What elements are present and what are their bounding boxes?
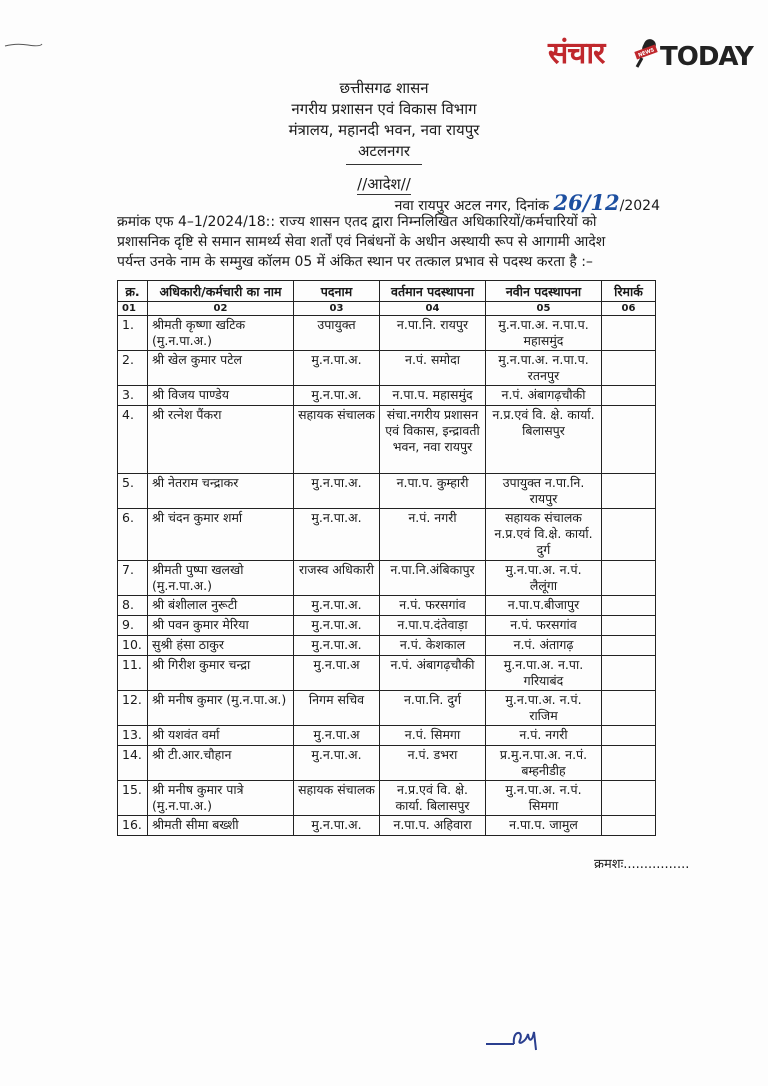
document-header — [0, 78, 768, 165]
table-row — [118, 316, 656, 351]
cell-sn: 16. — [118, 816, 148, 836]
cell-current-posting: न.पा.प. कुम्हारी — [380, 474, 486, 509]
cell-sn: 3. — [118, 386, 148, 406]
col-header-new-posting: नवीन पदस्थापना — [486, 281, 602, 302]
table-row — [118, 691, 656, 726]
cell-sn: 1. — [118, 316, 148, 351]
cell-remark — [602, 561, 656, 596]
cell-designation: मु.न.पा.अ. — [294, 636, 380, 656]
col-number: 05 — [486, 302, 602, 316]
cell-current-posting: न.पा.नि. दुर्ग — [380, 691, 486, 726]
cell-sn: 12. — [118, 691, 148, 726]
cell-designation: उपायुक्त — [294, 316, 380, 351]
cell-name: श्री मनीष कुमार पात्रे (मु.न.पा.अ.) — [148, 781, 294, 816]
cell-designation: निगम सचिव — [294, 691, 380, 726]
cell-remark — [602, 351, 656, 386]
cell-name: श्री टी.आर.चौहान — [148, 746, 294, 781]
cell-remark — [602, 406, 656, 474]
cell-new-posting: मु.न.पा.अ. न.पा. गरियाबंद — [486, 656, 602, 691]
cell-remark — [602, 816, 656, 836]
cell-current-posting: न.पं. सिमगा — [380, 726, 486, 746]
table-row — [118, 746, 656, 781]
intro-line: प्रशासनिक दृष्टि से समान सामर्थ्य सेवा शर्तों एवं निबंधनों के अधीन अस्थायी रूप से आगामी आदेश — [117, 234, 606, 250]
cell-remark — [602, 746, 656, 781]
cell-new-posting: न.पं. अंतागढ़ — [486, 636, 602, 656]
cell-current-posting: न.पं. डभरा — [380, 746, 486, 781]
cell-sn: 7. — [118, 561, 148, 596]
table-row — [118, 351, 656, 386]
cell-name: श्रीमती कृष्णा खटिक (मु.न.पा.अ.) — [148, 316, 294, 351]
cell-new-posting: मु.न.पा.अ. न.पा.प. महासमुंद — [486, 316, 602, 351]
cell-remark — [602, 781, 656, 816]
table-row — [118, 406, 656, 474]
table-header-row — [118, 281, 656, 302]
col-header-designation: पदनाम — [294, 281, 380, 302]
cell-sn: 13. — [118, 726, 148, 746]
col-header-sn: क्र. — [118, 281, 148, 302]
intro-line: पर्यन्त उनके नाम के सम्मुख कॉलम 05 में अंकित स्थान पर तत्काल प्रभाव से पदस्थ करता है :– — [117, 254, 593, 270]
col-number: 04 — [380, 302, 486, 316]
cell-current-posting: न.पं. फरसगांव — [380, 596, 486, 616]
cell-designation: मु.न.पा.अ. — [294, 474, 380, 509]
cell-current-posting: न.पा.प. अहिवारा — [380, 816, 486, 836]
cell-current-posting: न.पा.प. महासमुंद — [380, 386, 486, 406]
table-body — [118, 316, 656, 836]
cell-name: श्री पवन कुमार मेरिया — [148, 616, 294, 636]
cell-new-posting: न.पं. अंबागढ़चौकी — [486, 386, 602, 406]
signature — [484, 1022, 548, 1052]
cell-new-posting: न.पा.प.बीजापुर — [486, 596, 602, 616]
cell-new-posting: सहायक संचालक न.प्र.एवं वि.क्षे. कार्या. दुर्ग — [486, 509, 602, 561]
cell-name: श्री बंशीलाल नुरूटी — [148, 596, 294, 616]
cell-new-posting: मु.न.पा.अ. न.पं. राजिम — [486, 691, 602, 726]
date-prefix: नवा रायपुर अटल नगर, दिनांक — [394, 198, 550, 214]
table-row — [118, 816, 656, 836]
cell-sn: 6. — [118, 509, 148, 561]
col-number: 01 — [118, 302, 148, 316]
cell-name: श्री रत्नेश पैंकरा — [148, 406, 294, 474]
cell-new-posting: मु.न.पा.अ. न.पा.प. रतनपुर — [486, 351, 602, 386]
header-government: छत्तीसगढ शासन — [339, 79, 429, 97]
column-number-row — [118, 302, 656, 316]
intro-line: क्रमांक एफ 4–1/2024/18:: राज्य शासन एतद द्वारा निम्नलिखित अधिकारियों/कर्मचारियों को — [117, 214, 597, 230]
cell-sn: 11. — [118, 656, 148, 691]
header-city: अटलनगर — [346, 141, 422, 165]
cell-name: श्री मनीष कुमार (मु.न.पा.अ.) — [148, 691, 294, 726]
cell-new-posting: मु.न.पा.अ. न.पं. सिमगा — [486, 781, 602, 816]
cell-sn: 14. — [118, 746, 148, 781]
col-number: 06 — [602, 302, 656, 316]
cell-name: श्री नेतराम चन्द्राकर — [148, 474, 294, 509]
table-row — [118, 474, 656, 509]
table-row — [118, 386, 656, 406]
header-address: मंत्रालय, महानदी भवन, नवा रायपुर — [288, 121, 480, 139]
cell-remark — [602, 509, 656, 561]
cell-current-posting: न.पं. केशकाल — [380, 636, 486, 656]
cell-name: श्री गिरीश कुमार चन्द्रा — [148, 656, 294, 691]
cell-designation: मु.न.पा.अ. — [294, 596, 380, 616]
table-row — [118, 509, 656, 561]
cell-current-posting: न.पा.नि.अंबिकापुर — [380, 561, 486, 596]
cell-current-posting: संचा.नगरीय प्रशासन एवं विकास, इन्द्रावती भवन, नवा रायपुर — [380, 406, 486, 474]
cell-designation: सहायक संचालक — [294, 406, 380, 474]
cell-sn: 2. — [118, 351, 148, 386]
col-header-name: अधिकारी/कर्मचारी का नाम — [148, 281, 294, 302]
cell-new-posting: न.पं. फरसगांव — [486, 616, 602, 636]
cell-remark — [602, 386, 656, 406]
cell-current-posting: न.पं. नगरी — [380, 509, 486, 561]
cell-name: श्री खेल कुमार पटेल — [148, 351, 294, 386]
cell-new-posting: मु.न.पा.अ. न.पं. लैलूंगा — [486, 561, 602, 596]
col-header-current-posting: वर्तमान पदस्थापना — [380, 281, 486, 302]
cell-name: श्री विजय पाण्डेय — [148, 386, 294, 406]
cell-sn: 5. — [118, 474, 148, 509]
table-row — [118, 656, 656, 691]
cell-designation: सहायक संचालक — [294, 781, 380, 816]
cell-designation: मु.न.पा.अ — [294, 726, 380, 746]
logo-hindi-text: संचार — [548, 36, 605, 71]
cell-designation: मु.न.पा.अ. — [294, 746, 380, 781]
sanchar-today-logo — [548, 34, 753, 78]
continued-note: क्रमशः................ — [594, 857, 690, 872]
cell-current-posting: न.पा.नि. रायपुर — [380, 316, 486, 351]
cell-sn: 10. — [118, 636, 148, 656]
cell-current-posting: न.प्र.एवं वि. क्षे. कार्या. बिलासपुर — [380, 781, 486, 816]
order-intro — [117, 212, 652, 272]
cell-designation: मु.न.पा.अ. — [294, 509, 380, 561]
cell-name: श्रीमती सीमा बख्शी — [148, 816, 294, 836]
cell-remark — [602, 474, 656, 509]
cell-remark — [602, 726, 656, 746]
table-row — [118, 561, 656, 596]
cell-designation: मु.न.पा.अ — [294, 656, 380, 691]
col-number: 03 — [294, 302, 380, 316]
cell-new-posting: प्र.मु.न.पा.अ. न.पं. बम्हनीडीह — [486, 746, 602, 781]
cell-name: श्रीमती पुष्पा खलखो (मु.न.पा.अ.) — [148, 561, 294, 596]
date-month: 12 — [590, 190, 620, 215]
cell-remark — [602, 636, 656, 656]
cell-name: सुश्री हंसा ठाकुर — [148, 636, 294, 656]
cell-new-posting: न.पं. नगरी — [486, 726, 602, 746]
microphone-icon — [634, 38, 660, 68]
cell-designation: मु.न.पा.अ. — [294, 616, 380, 636]
cell-current-posting: न.पं. अंबागढ़चौकी — [380, 656, 486, 691]
cell-designation: मु.न.पा.अ. — [294, 351, 380, 386]
cell-remark — [602, 691, 656, 726]
table-row — [118, 726, 656, 746]
cell-designation: राजस्व अधिकारी — [294, 561, 380, 596]
cell-current-posting: न.पा.प.दंतेवाड़ा — [380, 616, 486, 636]
cell-sn: 8. — [118, 596, 148, 616]
cell-remark — [602, 616, 656, 636]
cell-new-posting: उपायुक्त न.पा.नि. रायपुर — [486, 474, 602, 509]
logo-badge-text: NEWS — [637, 47, 656, 59]
header-department: नगरीय प्रशासन एवं विकास विभाग — [291, 100, 477, 118]
cell-name: श्री चंदन कुमार शर्मा — [148, 509, 294, 561]
cell-sn: 4. — [118, 406, 148, 474]
table-row — [118, 636, 656, 656]
cell-new-posting: न.पा.प. जामुल — [486, 816, 602, 836]
cell-designation: मु.न.पा.अ. — [294, 816, 380, 836]
cell-remark — [602, 656, 656, 691]
date-day: 26 — [553, 190, 583, 215]
logo-english-text: TODAY — [660, 42, 753, 72]
cell-sn: 15. — [118, 781, 148, 816]
table-row — [118, 596, 656, 616]
cell-sn: 9. — [118, 616, 148, 636]
cell-new-posting: न.प्र.एवं वि. क्षे. कार्या. बिलासपुर — [486, 406, 602, 474]
cell-remark — [602, 596, 656, 616]
cell-remark — [602, 316, 656, 351]
col-number: 02 — [148, 302, 294, 316]
cell-current-posting: न.पं. समोदा — [380, 351, 486, 386]
cell-designation: मु.न.पा.अ. — [294, 386, 380, 406]
cell-name: श्री यशवंत वर्मा — [148, 726, 294, 746]
col-header-remark: रिमार्क — [602, 281, 656, 302]
table-row — [118, 781, 656, 816]
table-row — [118, 616, 656, 636]
date-year: /2024 — [619, 198, 660, 214]
posting-table — [117, 280, 656, 836]
date-line: नवा रायपुर अटल नगर, दिनांक 26/12/2024 — [394, 190, 660, 215]
order-title: //आदेश// — [357, 175, 411, 193]
pen-mark — [4, 40, 44, 50]
